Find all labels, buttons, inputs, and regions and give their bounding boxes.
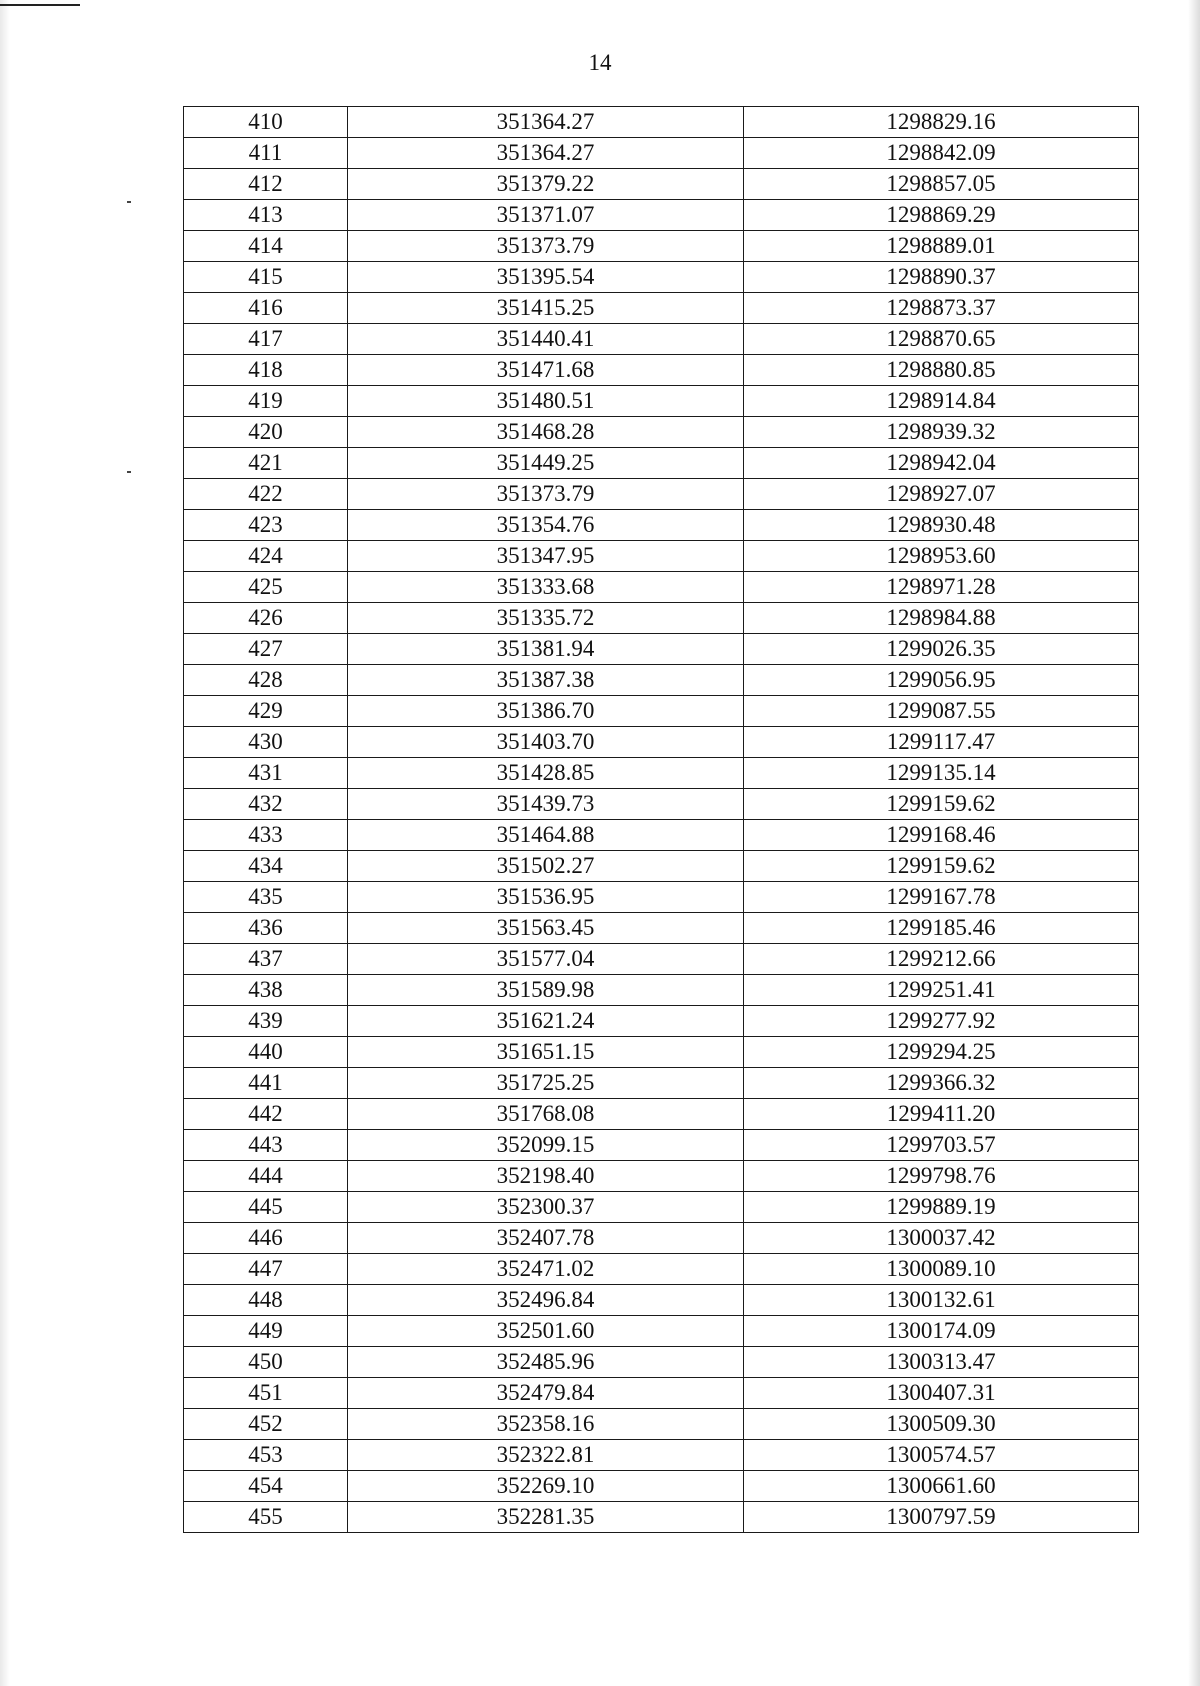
point-number-cell: 420: [184, 417, 348, 448]
point-number-cell: 438: [184, 975, 348, 1006]
point-number-cell: 449: [184, 1316, 348, 1347]
y-coordinate-cell: 1299798.76: [744, 1161, 1139, 1192]
x-coordinate-cell: 352281.35: [348, 1502, 744, 1533]
x-coordinate-cell: 351621.24: [348, 1006, 744, 1037]
point-number-cell: 440: [184, 1037, 348, 1068]
point-number-cell: 431: [184, 758, 348, 789]
x-coordinate-cell: 351440.41: [348, 324, 744, 355]
point-number-cell: 452: [184, 1409, 348, 1440]
coordinates-table: [183, 106, 1139, 1533]
y-coordinate-cell: 1298984.88: [744, 603, 1139, 634]
table-row: [184, 1440, 1139, 1471]
x-coordinate-cell: 352496.84: [348, 1285, 744, 1316]
y-coordinate-cell: 1299087.55: [744, 696, 1139, 727]
table-row: [184, 479, 1139, 510]
x-coordinate-cell: 351347.95: [348, 541, 744, 572]
y-coordinate-cell: 1298942.04: [744, 448, 1139, 479]
table-row: [184, 1192, 1139, 1223]
x-coordinate-cell: 351449.25: [348, 448, 744, 479]
point-number-cell: 443: [184, 1130, 348, 1161]
scan-speck: [127, 201, 131, 203]
x-coordinate-cell: 352300.37: [348, 1192, 744, 1223]
point-number-cell: 421: [184, 448, 348, 479]
x-coordinate-cell: 352269.10: [348, 1471, 744, 1502]
x-coordinate-cell: 351333.68: [348, 572, 744, 603]
point-number-cell: 424: [184, 541, 348, 572]
x-coordinate-cell: 352471.02: [348, 1254, 744, 1285]
point-number-cell: 430: [184, 727, 348, 758]
table-row: [184, 1254, 1139, 1285]
coordinates-table-body: [184, 107, 1139, 1533]
x-coordinate-cell: 351502.27: [348, 851, 744, 882]
table-row: [184, 231, 1139, 262]
y-coordinate-cell: 1300509.30: [744, 1409, 1139, 1440]
y-coordinate-cell: 1299294.25: [744, 1037, 1139, 1068]
x-coordinate-cell: 351439.73: [348, 789, 744, 820]
table-row: [184, 913, 1139, 944]
x-coordinate-cell: 352407.78: [348, 1223, 744, 1254]
point-number-cell: 446: [184, 1223, 348, 1254]
x-coordinate-cell: 351373.79: [348, 231, 744, 262]
table-row: [184, 1471, 1139, 1502]
x-coordinate-cell: 351403.70: [348, 727, 744, 758]
y-coordinate-cell: 1298842.09: [744, 138, 1139, 169]
table-row: [184, 1130, 1139, 1161]
scan-edge-left: [0, 0, 10, 1686]
table-row: [184, 1347, 1139, 1378]
x-coordinate-cell: 351428.85: [348, 758, 744, 789]
point-number-cell: 444: [184, 1161, 348, 1192]
x-coordinate-cell: 351768.08: [348, 1099, 744, 1130]
y-coordinate-cell: 1299251.41: [744, 975, 1139, 1006]
table-row: [184, 1161, 1139, 1192]
table-row: [184, 1099, 1139, 1130]
y-coordinate-cell: 1299411.20: [744, 1099, 1139, 1130]
x-coordinate-cell: 351651.15: [348, 1037, 744, 1068]
y-coordinate-cell: 1299056.95: [744, 665, 1139, 696]
table-row: [184, 1068, 1139, 1099]
point-number-cell: 419: [184, 386, 348, 417]
point-number-cell: 435: [184, 882, 348, 913]
x-coordinate-cell: 351387.38: [348, 665, 744, 696]
table-row: [184, 169, 1139, 200]
y-coordinate-cell: 1299185.46: [744, 913, 1139, 944]
y-coordinate-cell: 1299212.66: [744, 944, 1139, 975]
y-coordinate-cell: 1298880.85: [744, 355, 1139, 386]
table-row: [184, 1223, 1139, 1254]
y-coordinate-cell: 1300574.57: [744, 1440, 1139, 1471]
y-coordinate-cell: 1298869.29: [744, 200, 1139, 231]
point-number-cell: 437: [184, 944, 348, 975]
y-coordinate-cell: 1298870.65: [744, 324, 1139, 355]
table-row: [184, 138, 1139, 169]
table-row: [184, 572, 1139, 603]
table-row: [184, 820, 1139, 851]
table-row: [184, 1502, 1139, 1533]
page-number: 14: [588, 50, 612, 75]
y-coordinate-cell: 1299117.47: [744, 727, 1139, 758]
table-row: [184, 789, 1139, 820]
y-coordinate-cell: 1298939.32: [744, 417, 1139, 448]
y-coordinate-cell: 1298953.60: [744, 541, 1139, 572]
table-row: [184, 1006, 1139, 1037]
table-row: [184, 324, 1139, 355]
x-coordinate-cell: 351468.28: [348, 417, 744, 448]
y-coordinate-cell: 1299277.92: [744, 1006, 1139, 1037]
point-number-cell: 413: [184, 200, 348, 231]
table-row: [184, 975, 1139, 1006]
y-coordinate-cell: 1299889.19: [744, 1192, 1139, 1223]
table-row: [184, 603, 1139, 634]
y-coordinate-cell: 1300313.47: [744, 1347, 1139, 1378]
y-coordinate-cell: 1298889.01: [744, 231, 1139, 262]
point-number-cell: 451: [184, 1378, 348, 1409]
y-coordinate-cell: 1298971.28: [744, 572, 1139, 603]
point-number-cell: 434: [184, 851, 348, 882]
point-number-cell: 426: [184, 603, 348, 634]
x-coordinate-cell: 351577.04: [348, 944, 744, 975]
table-row: [184, 293, 1139, 324]
x-coordinate-cell: 351480.51: [348, 386, 744, 417]
y-coordinate-cell: 1300037.42: [744, 1223, 1139, 1254]
x-coordinate-cell: 351415.25: [348, 293, 744, 324]
x-coordinate-cell: 351371.07: [348, 200, 744, 231]
x-coordinate-cell: 352322.81: [348, 1440, 744, 1471]
y-coordinate-cell: 1299159.62: [744, 851, 1139, 882]
x-coordinate-cell: 351364.27: [348, 107, 744, 138]
point-number-cell: 447: [184, 1254, 348, 1285]
point-number-cell: 417: [184, 324, 348, 355]
point-number-cell: 433: [184, 820, 348, 851]
y-coordinate-cell: 1300661.60: [744, 1471, 1139, 1502]
x-coordinate-cell: 351536.95: [348, 882, 744, 913]
point-number-cell: 442: [184, 1099, 348, 1130]
top-rule: [0, 4, 80, 6]
x-coordinate-cell: 351563.45: [348, 913, 744, 944]
y-coordinate-cell: 1298829.16: [744, 107, 1139, 138]
point-number-cell: 412: [184, 169, 348, 200]
x-coordinate-cell: 351381.94: [348, 634, 744, 665]
point-number-cell: 425: [184, 572, 348, 603]
table-row: [184, 541, 1139, 572]
x-coordinate-cell: 352479.84: [348, 1378, 744, 1409]
x-coordinate-cell: 351373.79: [348, 479, 744, 510]
table-row: [184, 882, 1139, 913]
y-coordinate-cell: 1298890.37: [744, 262, 1139, 293]
x-coordinate-cell: 351354.76: [348, 510, 744, 541]
table-row: [184, 696, 1139, 727]
y-coordinate-cell: 1299026.35: [744, 634, 1139, 665]
y-coordinate-cell: 1299167.78: [744, 882, 1139, 913]
table-row: [184, 107, 1139, 138]
table-row: [184, 448, 1139, 479]
point-number-cell: 454: [184, 1471, 348, 1502]
table-row: [184, 634, 1139, 665]
point-number-cell: 410: [184, 107, 348, 138]
point-number-cell: 429: [184, 696, 348, 727]
point-number-cell: 423: [184, 510, 348, 541]
y-coordinate-cell: 1298927.07: [744, 479, 1139, 510]
x-coordinate-cell: 352485.96: [348, 1347, 744, 1378]
table-row: [184, 200, 1139, 231]
x-coordinate-cell: 352358.16: [348, 1409, 744, 1440]
point-number-cell: 416: [184, 293, 348, 324]
x-coordinate-cell: 351386.70: [348, 696, 744, 727]
point-number-cell: 436: [184, 913, 348, 944]
point-number-cell: 411: [184, 138, 348, 169]
point-number-cell: 455: [184, 1502, 348, 1533]
table-row: [184, 1409, 1139, 1440]
table-row: [184, 851, 1139, 882]
scan-edge-right: [1188, 0, 1200, 1686]
point-number-cell: 445: [184, 1192, 348, 1223]
point-number-cell: 418: [184, 355, 348, 386]
y-coordinate-cell: 1298914.84: [744, 386, 1139, 417]
y-coordinate-cell: 1299135.14: [744, 758, 1139, 789]
table-row: [184, 1378, 1139, 1409]
table-row: [184, 727, 1139, 758]
y-coordinate-cell: 1300407.31: [744, 1378, 1139, 1409]
point-number-cell: 427: [184, 634, 348, 665]
y-coordinate-cell: 1299168.46: [744, 820, 1139, 851]
x-coordinate-cell: 351725.25: [348, 1068, 744, 1099]
y-coordinate-cell: 1298857.05: [744, 169, 1139, 200]
y-coordinate-cell: 1299159.62: [744, 789, 1139, 820]
table-row: [184, 355, 1139, 386]
point-number-cell: 414: [184, 231, 348, 262]
y-coordinate-cell: 1300132.61: [744, 1285, 1139, 1316]
table-row: [184, 510, 1139, 541]
x-coordinate-cell: 352198.40: [348, 1161, 744, 1192]
x-coordinate-cell: 351395.54: [348, 262, 744, 293]
y-coordinate-cell: 1300797.59: [744, 1502, 1139, 1533]
table-row: [184, 665, 1139, 696]
y-coordinate-cell: 1300174.09: [744, 1316, 1139, 1347]
x-coordinate-cell: 351464.88: [348, 820, 744, 851]
table-row: [184, 758, 1139, 789]
point-number-cell: 432: [184, 789, 348, 820]
x-coordinate-cell: 351471.68: [348, 355, 744, 386]
point-number-cell: 441: [184, 1068, 348, 1099]
x-coordinate-cell: 352099.15: [348, 1130, 744, 1161]
point-number-cell: 439: [184, 1006, 348, 1037]
table-row: [184, 944, 1139, 975]
point-number-cell: 415: [184, 262, 348, 293]
table-row: [184, 417, 1139, 448]
point-number-cell: 422: [184, 479, 348, 510]
x-coordinate-cell: 352501.60: [348, 1316, 744, 1347]
y-coordinate-cell: 1298873.37: [744, 293, 1139, 324]
y-coordinate-cell: 1300089.10: [744, 1254, 1139, 1285]
table-row: [184, 1316, 1139, 1347]
x-coordinate-cell: 351379.22: [348, 169, 744, 200]
point-number-cell: 448: [184, 1285, 348, 1316]
x-coordinate-cell: 351589.98: [348, 975, 744, 1006]
x-coordinate-cell: 351335.72: [348, 603, 744, 634]
scan-speck: [127, 471, 131, 473]
y-coordinate-cell: 1299703.57: [744, 1130, 1139, 1161]
y-coordinate-cell: 1299366.32: [744, 1068, 1139, 1099]
y-coordinate-cell: 1298930.48: [744, 510, 1139, 541]
point-number-cell: 428: [184, 665, 348, 696]
table-row: [184, 1285, 1139, 1316]
table-row: [184, 1037, 1139, 1068]
x-coordinate-cell: 351364.27: [348, 138, 744, 169]
table-row: [184, 386, 1139, 417]
point-number-cell: 453: [184, 1440, 348, 1471]
point-number-cell: 450: [184, 1347, 348, 1378]
table-row: [184, 262, 1139, 293]
